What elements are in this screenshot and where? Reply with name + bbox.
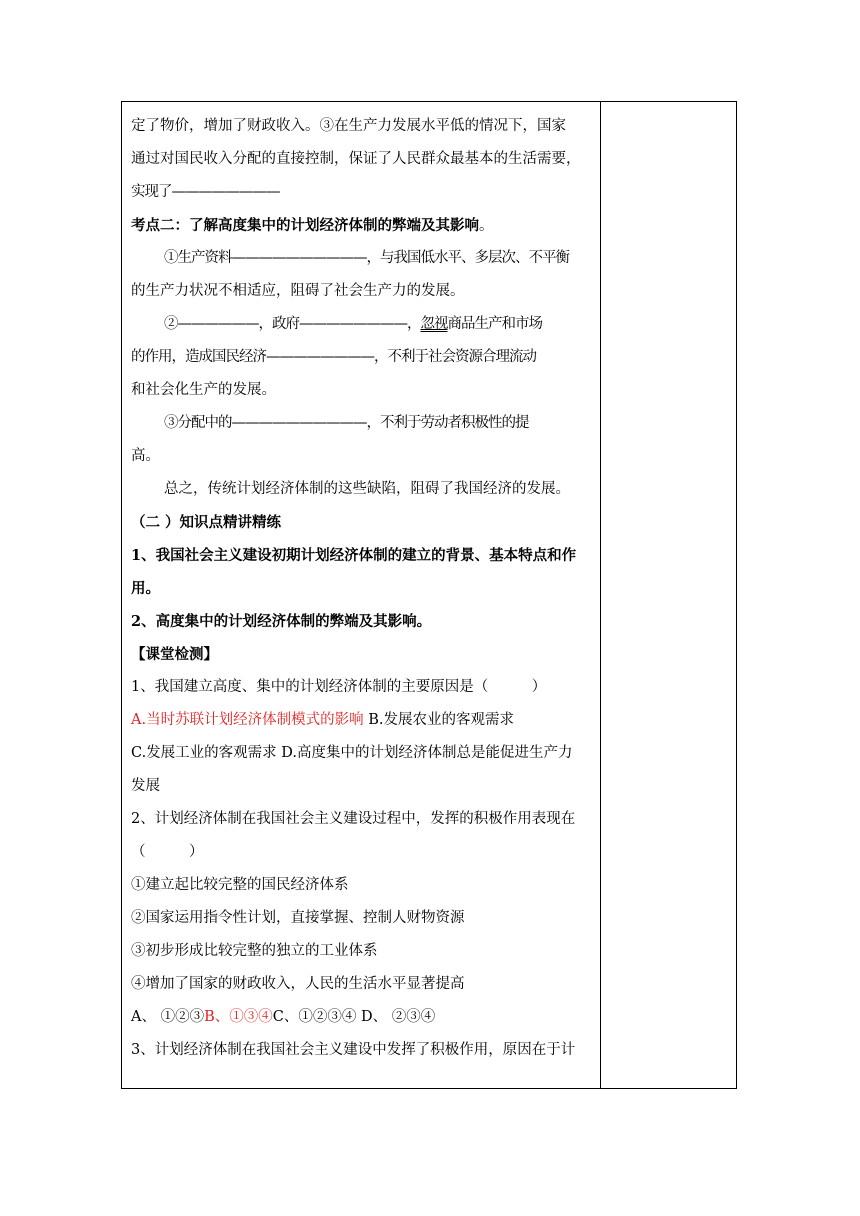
answer-highlight: B、①③④ [204,1009,273,1025]
text-line: 实现了———————— [131,184,280,200]
knowledge-point: 2、高度集中的计划经济体制的弊端及其影响。 [131,613,432,630]
question-2-item: ②国家运用指令性计划，直接掌握、控制人财物资源 [131,910,465,926]
content-table [121,101,737,1089]
text-line: 高。 [131,448,160,464]
question-1-options: C.发展工业的客观需求 D.高度集中的计划经济体制总是能促进生产力 [131,745,573,761]
heading-period: 。 [479,218,494,234]
text-line: 总之，传统计划经济体制的这些缺陷，阻碍了我国经济的发展。 [164,481,570,497]
text-line: 的生产力状况不相适应，阻碍了社会生产力的发展。 [131,283,465,299]
section-heading-kp2 [131,209,591,242]
section-heading: 【课堂检测】 [131,646,218,663]
text-line: 的作用，造成国民经济————————，不利于社会资源合理流动 [131,349,536,365]
text-line [131,308,591,341]
heading-text: 考点二：了解高度集中的计划经济体制的弊端及其影响 [131,217,479,234]
question-2-item: ④增加了国家的财政收入，人民的生活水平显著提高 [131,976,465,992]
question-3: 3、计划经济体制在我国社会主义建设中发挥了积极作用，原因在于计 [131,1042,576,1058]
question-2-item: ①建立起比较完整的国民经济体系 [131,877,349,893]
text-span: ②——————，政府————————， [164,316,421,332]
question-2-item: ③初步形成比较完整的独立的工业体系 [131,943,378,959]
answer-highlight: A.当时苏联计划经济体制模式的影响 [131,712,364,728]
text-line: ①生产资料——————————，与我国低水平、多层次、不平衡 [164,250,569,266]
text-line: 和社会化生产的发展。 [131,382,276,398]
question-1-options: 发展 [131,778,160,794]
question-1-options [131,704,591,737]
section-heading: （二 ）知识点精讲精练 [131,514,282,531]
column-divider [600,102,601,1088]
text-span: B.发展农业的客观需求 [363,712,514,728]
text-line: ③分配中的——————————，不利于劳动者积极性的提 [164,415,529,431]
text-line: 通过对国民收入分配的直接控制，保证了人民群众最基本的生活需要， [131,151,581,167]
question-1: 1、我国建立高度、集中的计划经济体制的主要原因是（ ） [131,679,547,695]
question-2: （ ） [131,844,204,860]
text-span: C、①②③④ D、 ②③④ [272,1009,436,1025]
text-span: A、 ①②③ [131,1009,205,1025]
underlined-word: 忽视 [420,316,448,332]
knowledge-point: 1、我国社会主义建设初期计划经济体制的建立的背景、基本特点和作 [131,547,577,564]
knowledge-point: 用。 [131,580,160,597]
text-line: 定了物价，增加了财政收入。③在生产力发展水平低的情况下，国家 [131,118,566,134]
left-column [131,110,591,1067]
question-2-answers [131,1001,591,1034]
text-span: 商品生产和市场 [447,316,542,332]
question-2: 2、计划经济体制在我国社会主义建设过程中，发挥的积极作用表现在 [131,811,576,827]
